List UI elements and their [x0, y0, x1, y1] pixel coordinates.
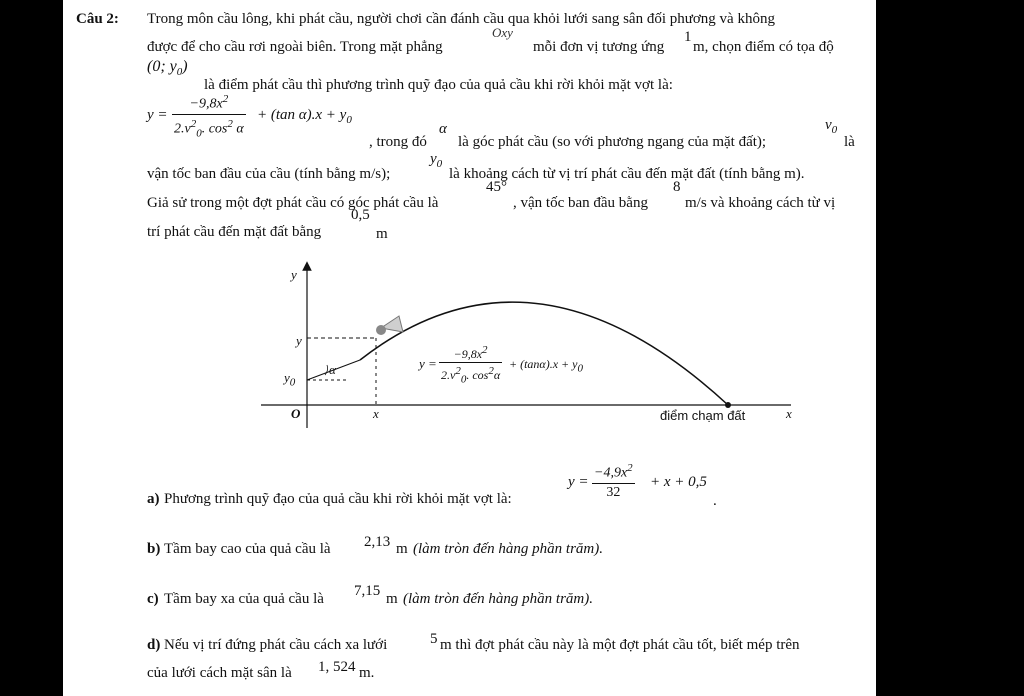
question-label: Câu 2: [76, 11, 119, 27]
statement-c-text: Tầm bay xa của quả cầu là [164, 591, 324, 607]
statement-a-dot: . [713, 493, 717, 509]
document-page [63, 0, 876, 696]
statement-a-fraction: $-4,9x^2$ 32 [594, 462, 633, 500]
equation-numerator: $-9,8x^2$ [189, 93, 229, 112]
question-line-5b: là khoảng cách từ vị trí phát cầu đến mặt đất (tính bằng m). [449, 166, 805, 182]
statement-d-value-1: 5 [430, 631, 438, 647]
statement-c-value: 7,15 [354, 583, 381, 599]
statement-d-text-4: m. [359, 665, 375, 681]
question-line-2c: m, chọn điểm có tọa độ [693, 39, 834, 55]
diagram-x-axis-label: x [786, 406, 792, 421]
statement-c-note: (làm tròn đến hàng phần trăm). [403, 591, 593, 607]
statement-a-rhs: + x + 0,5 [650, 474, 707, 490]
statement-b-unit: m [396, 541, 408, 557]
question-line-4a: , trong đó [369, 134, 427, 150]
unit-one: 1 [684, 29, 692, 45]
statement-d-text-2: m thì đợt phát cầu này là một đợt phát cầu tốt, biết mép trên [440, 637, 800, 653]
height-value: 0,5 [351, 207, 370, 223]
statement-d-text-1: Nếu vị trí đứng phát cầu cách xa lưới [164, 637, 388, 653]
statement-b-label: b) [147, 541, 161, 557]
alpha-symbol: α [439, 121, 447, 137]
equation-denominator: $2.v^2_0$. $\cos^2 \alpha$ [174, 117, 244, 140]
question-line-1: Trong môn cầu lông, khi phát cầu, người chơi cần đánh cầu qua khỏi lưới sang sân đối phương và không [147, 11, 775, 27]
question-line-2b: mỗi đơn vị tương ứng [533, 39, 665, 55]
question-line-5a: vận tốc ban đầu của cầu (tính bằng m/s); [147, 166, 391, 182]
statement-a-lhs: y = [568, 474, 589, 490]
question-line-6a: Giả sử trong một đợt phát cầu có góc phát cầu là [147, 195, 439, 211]
diagram-alpha-label: α [329, 362, 336, 377]
equation-rhs: + (tan $\alpha).x + y_0$ [257, 107, 352, 126]
v0-symbol: $v_0$ [825, 117, 838, 136]
statement-b-value: 2,13 [364, 534, 391, 550]
statement-c-unit: m [386, 591, 398, 607]
statement-c-label: c) [147, 591, 159, 607]
statement-d-label: d) [147, 637, 161, 653]
landing-point-label: điểm chạm đất [660, 408, 746, 423]
diagram-x-tick-label: x [373, 406, 379, 421]
statement-b-note: (làm tròn đến hàng phần trăm). [413, 541, 603, 557]
angle-value: 45° [486, 179, 507, 195]
question-line-4b: là góc phát cầu (so với phương ngang của mặt đất); [458, 134, 767, 150]
statement-a-label: a) [147, 491, 160, 507]
diagram-equation-lhs: y = [419, 356, 437, 371]
trajectory-curve [360, 302, 728, 405]
diagram-equation-fraction: $-9,8x^2$ $2.v^2_0$. $\cos^2\alpha$ [441, 344, 501, 386]
diagram-y-axis-label: y [291, 267, 297, 282]
statement-d-text-3: của lưới cách mặt sân là [147, 665, 292, 681]
question-line-2a: được để cho cầu rơi ngoài biên. Trong mặt phẳng [147, 39, 443, 55]
diagram-y-level-label: y [296, 333, 302, 348]
y0-symbol: $y_0$ [430, 151, 443, 170]
statement-b-text: Tầm bay cao của quả cầu là [164, 541, 331, 557]
launch-point: (0; $y_0$) [147, 58, 188, 79]
question-line-4c: là [844, 134, 855, 150]
diagram-origin-label: O [291, 406, 301, 421]
shuttlecock-icon [376, 316, 403, 335]
statement-d-value-2: 1, 524 [318, 659, 356, 675]
question-line-7a: trí phát cầu đến mặt đất bằng [147, 224, 322, 240]
question-line-6c: m/s và khoảng cách từ vị [685, 195, 836, 211]
oxy-label: Oxy [492, 25, 513, 40]
equation-lhs: y = [147, 107, 168, 123]
question-line-7b: m [376, 226, 388, 242]
speed-value: 8 [673, 179, 681, 195]
diagram-equation-rhs: + $(\tan\alpha).x + y_0$ [509, 357, 583, 375]
diagram-y0-label: $y_0$ [284, 370, 296, 389]
question-line-3: là điểm phát cầu thì phương trình quỹ đạo của quả cầu khi rời khỏi mặt vợt là: [204, 77, 673, 93]
question-line-6b: , vận tốc ban đầu bằng [513, 195, 648, 211]
statement-a-text: Phương trình quỹ đạo của quả cầu khi rời khỏi mặt vợt là: [164, 491, 512, 507]
